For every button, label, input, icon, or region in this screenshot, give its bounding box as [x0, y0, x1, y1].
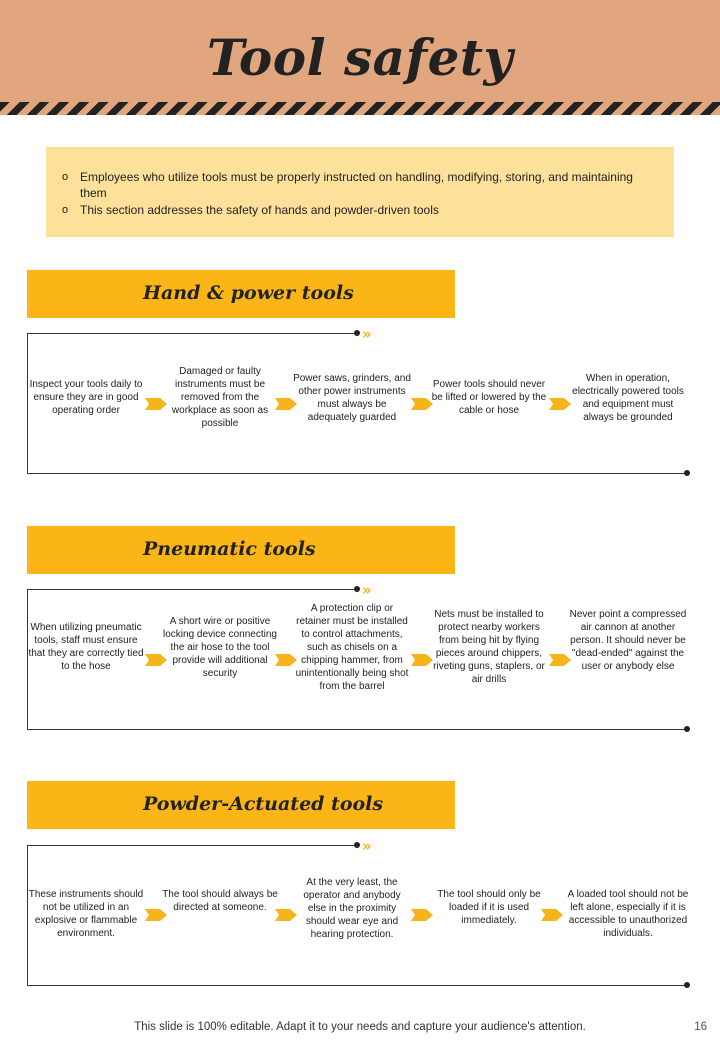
bullet-marker: o: [62, 171, 69, 183]
intro-bullet: [62, 169, 634, 201]
section-band-pneumatic-tools: [27, 526, 455, 574]
arrow-right-icon: [145, 398, 167, 410]
frame-dot: [354, 330, 360, 336]
frame-top-line: [27, 845, 357, 846]
frame-bottom-line: [27, 729, 687, 730]
intro-bullet: [62, 202, 634, 218]
page-number: 16: [694, 1021, 707, 1033]
footer-note: This slide is 100% editable. Adapt it to your needs and capture your audience's attention.: [134, 1021, 586, 1033]
intro-bullet-text: Employees who utilize tools must be properly instructed on handling, modifying, storing, and maintaining them: [80, 170, 633, 200]
step-text: A protection clip or retainer must be installed to control attachments, such as chisels on a chipping hammer, from unintentionally being shot from the barrel: [295, 603, 409, 692]
chevron-icon: »: [362, 325, 367, 343]
step-text: Nets must be installed to protect nearby workers from being hit by flying pieces around chippers, riveting guns, staplers, or air drills: [433, 609, 545, 685]
section-title: Pneumatic tools: [143, 538, 316, 560]
arrow-right-icon: [549, 398, 571, 410]
arrow-right-icon: [275, 654, 297, 666]
frame-dot: [684, 470, 690, 476]
step-text: At the very least, the operator and anybody else in the proximity should wear eye and hearing protection.: [303, 877, 401, 940]
frame-dot: [354, 586, 360, 592]
arrow-right-icon: [145, 654, 167, 666]
step-text: Never point a compressed air cannon at another person. It should never be "dead-ended" against the user or anybody else: [569, 609, 687, 672]
arrow-right-icon: [145, 909, 167, 921]
step-text: When in operation, electrically powered tools and equipment must always be grounded: [572, 373, 684, 423]
chevron-icon: »: [362, 837, 367, 855]
step-text: A short wire or positive locking device connecting the air hose to the tool provide will additional security: [163, 616, 277, 679]
step-text: A loaded tool should not be left alone, especially if it is accessible to unauthorized individuals.: [567, 889, 689, 939]
frame-dot: [684, 726, 690, 732]
arrow-right-icon: [275, 909, 297, 921]
arrow-right-icon: [541, 909, 563, 921]
frame-bottom-line: [27, 985, 687, 986]
step-text: Power tools should never be lifted or lowered by the cable or hose: [431, 379, 547, 416]
intro-box: [46, 147, 674, 237]
frame-top-line: [27, 589, 357, 590]
intro-bullet-text: This section addresses the safety of hands and powder-driven tools: [80, 203, 439, 217]
hazard-stripe: [0, 102, 720, 115]
frame-bottom-line: [27, 473, 687, 474]
section-title: Hand & power tools: [143, 282, 354, 304]
page-title: Tool safety: [206, 28, 514, 87]
step-text: Damaged or faulty instruments must be removed from the workplace as soon as possible: [171, 366, 269, 429]
step-text: The tool should always be directed at someone.: [162, 889, 278, 913]
arrow-right-icon: [411, 909, 433, 921]
frame-dot: [354, 842, 360, 848]
arrow-right-icon: [411, 398, 433, 410]
chevron-icon: »: [362, 581, 367, 599]
step-text: Inspect your tools daily to ensure they are in good operating order: [29, 379, 143, 416]
frame-top-line: [27, 333, 357, 334]
arrow-right-icon: [549, 654, 571, 666]
step-text: These instruments should not be utilized in an explosive or flammable environment.: [28, 889, 144, 939]
arrow-right-icon: [411, 654, 433, 666]
step-text: When utilizing pneumatic tools, staff must ensure that they are correctly tied to the hose: [28, 622, 144, 672]
frame-dot: [684, 982, 690, 988]
step-text: Power saws, grinders, and other power instruments must always be adequately guarded: [293, 373, 411, 423]
step-text: The tool should only be loaded if it is used immediately.: [437, 889, 541, 926]
section-band-powder-actuated-tools: [27, 781, 455, 829]
bullet-marker: o: [62, 204, 69, 216]
section-band-hand-power-tools: [27, 270, 455, 318]
arrow-right-icon: [275, 398, 297, 410]
section-title: Powder-Actuated tools: [143, 793, 384, 815]
